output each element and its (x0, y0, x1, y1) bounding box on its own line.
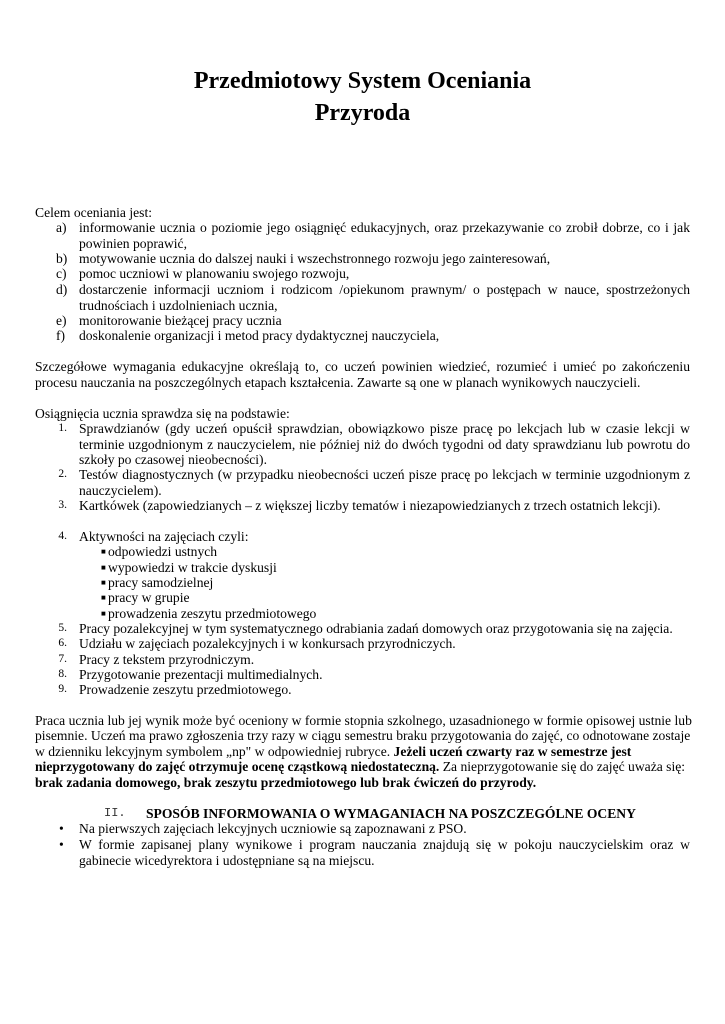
achievement-item: Sprawdzianów (gdy uczeń opuścił sprawdzian, obowiązkowo pisze pracę po lekcjach lub w czasie lekcji w terminie uzgodnionym z nauczycielem, nie później niż do dwóch tygodni od daty sprawdzianu lub powrotu do szkoły po czasowej nieobecności). (79, 421, 690, 467)
achievement-number: 9. (58, 683, 67, 695)
bullet-icon: • (59, 837, 64, 852)
goal-item: doskonalenie organizacji i metod pracy dydaktycznej nauczyciela, (79, 328, 440, 343)
goal-label: f) (56, 328, 66, 343)
achievement-number: 3. (58, 499, 67, 511)
goal-item: pomoc uczniowi w planowaniu swojego rozwoju, (79, 266, 350, 281)
achievement-number: 4. (58, 530, 67, 542)
document-subtitle: Przyroda (314, 100, 411, 126)
square-bullet-icon: ■ (101, 593, 106, 602)
goal-label: d) (56, 282, 68, 297)
assessment-line: Praca ucznia lub jej wynik może być oceniony w formie stopnia szkolnego, uzasadnionego w formie opisowej ustnie lub (35, 713, 692, 728)
assessment-bold-text: Jeżeli uczeń czwarty raz w semestrze jest (393, 744, 632, 759)
activity-subitem: pracy w grupie (108, 590, 190, 605)
assessment-line: pisemnie. Uczeń ma prawo zgłoszenia trzy razy w ciągu semestru braku przygotowania do zajęć, co odnotowane zostaje (35, 728, 691, 743)
achievement-number: 6. (58, 637, 67, 649)
activity-subitem: pracy samodzielnej (108, 575, 214, 590)
assessment-text: Za nieprzygotowanie się do zajęć uważa się: (439, 759, 686, 774)
assessment-text: w dzienniku lekcyjnym symbolem „np" w odpowiedniej rubryce. (35, 744, 394, 759)
assessment-bold-text: nieprzygotowany do zajęć otrzymuje ocenę cząstkową niedostateczną. (35, 759, 440, 774)
bullet-icon: • (59, 821, 64, 836)
section-heading: SPOSÓB INFORMOWANIA O WYMAGANIACH NA POSZCZEGÓLNE OCENY (146, 806, 636, 821)
activity-subitem: odpowiedzi ustnych (108, 544, 218, 559)
achievement-number: 8. (58, 668, 67, 680)
achievement-item: Prowadzenie zeszytu przedmiotowego. (79, 682, 292, 697)
goals-intro: Celem oceniania jest: (35, 205, 153, 220)
square-bullet-icon: ■ (101, 563, 106, 572)
section-bullet-item: W formie zapisanej plany wynikowe i program nauczania znajdują się w pokoju nauczycielskim oraz w gabinecie wicedyrektora i udostępniane są na miejscu. (79, 837, 690, 868)
achievement-item: Aktywności na zajęciach czyli: (79, 529, 249, 544)
section-bullet-item: Na pierwszych zajęciach lekcyjnych uczniowie są zapoznawani z PSO. (79, 821, 467, 836)
achievement-item: Pracy z tekstem przyrodniczym. (79, 652, 255, 667)
achievements-intro: Osiągnięcia ucznia sprawdza się na podstawie: (35, 406, 290, 421)
achievement-number: 2. (58, 468, 67, 480)
goal-item: motywowanie ucznia do dalszej nauki i wszechstronnego rozwoju jego zainteresowań, (79, 251, 551, 266)
assessment-bold-text: brak zadania domowego, brak zeszytu przedmiotowego lub brak ćwiczeń do przyrody. (35, 775, 537, 790)
goal-item: monitorowanie bieżącej pracy ucznia (79, 313, 282, 328)
square-bullet-icon: ■ (101, 578, 106, 587)
square-bullet-icon: ■ (101, 547, 106, 556)
activity-subitem: wypowiedzi w trakcie dyskusji (108, 560, 277, 575)
goal-label: e) (56, 313, 67, 328)
goal-label: b) (56, 251, 68, 266)
achievement-number: 7. (58, 653, 67, 665)
section-numeral: II. (104, 806, 126, 820)
goal-label: a) (56, 220, 67, 235)
achievement-item: Udziału w zajęciach pozalekcyjnych i w konkursach przyrodniczych. (79, 636, 456, 651)
achievement-number: 1. (58, 422, 67, 434)
goal-item: dostarczenie informacji uczniom i rodzicom /opiekunom prawnym/ o postępach w nauce, spostrzeżonych trudnościach i uzdolnieniach ucznia, (79, 282, 690, 313)
assessment-line (35, 775, 695, 791)
achievement-item: Testów diagnostycznych (w przypadku nieobecności uczeń pisze pracę po lekcjach w terminie uzgodnionym z nauczycielem). (79, 467, 690, 498)
achievement-item: Pracy pozalekcyjnej w tym systematycznego odrabiania zadań domowych oraz przygotowania się na zajęcia. (79, 621, 673, 636)
assessment-line (35, 759, 695, 775)
goal-label: c) (56, 266, 67, 281)
requirements-paragraph: Szczegółowe wymagania edukacyjne określają to, co uczeń powinien wiedzieć, rozumieć i umieć po zakończeniu procesu nauczania na poszczególnych etapach kształcenia. Zawarte są one w planach wynikowych nauczycieli. (35, 359, 690, 390)
goal-item: informowanie ucznia o poziomie jego osiągnięć edukacyjnych, oraz przekazywanie co zrobił dobrze, co i jak powinien poprawić, (79, 220, 690, 251)
achievement-number: 5. (58, 622, 67, 634)
square-bullet-icon: ■ (101, 609, 106, 618)
activity-subitem: prowadzenia zeszytu przedmiotowego (108, 606, 317, 621)
assessment-line (35, 744, 695, 760)
achievement-item: Przygotowanie prezentacji multimedialnych. (79, 667, 323, 682)
document-title: Przedmiotowy System Oceniania (193, 68, 532, 94)
achievement-item: Kartkówek (zapowiedzianych – z większej liczby tematów i niezapowiedzianych z trzech ostatnich lekcji). (79, 498, 661, 513)
